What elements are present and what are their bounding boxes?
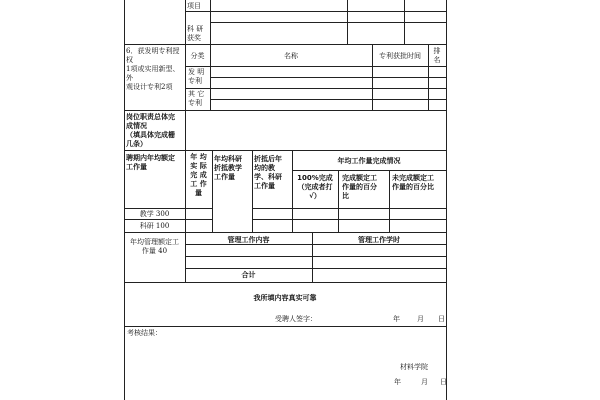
item-label: 项目 xyxy=(187,2,201,10)
result-year: 年 xyxy=(394,378,401,386)
grid-line xyxy=(210,22,446,23)
grid-line xyxy=(185,256,446,257)
workload-teaching-row: 教学 300 xyxy=(139,210,170,218)
workload-actual-header: 年 均 实 际 完 成 工 作 量 xyxy=(190,153,207,197)
grid-line xyxy=(124,150,446,151)
patent-col-name: 名称 xyxy=(284,52,298,60)
workload-pct-undone-header: 未完成额定工 作量的百分比 xyxy=(392,174,434,191)
management-hours-header: 管理工作学时 xyxy=(358,236,400,244)
grid-line xyxy=(185,11,446,12)
workload-after-convert-header: 折抵后年 均的教 学、科研 工作量 xyxy=(254,155,282,190)
workload-100pct-header: 100%完成 （完成者打 √） xyxy=(297,174,333,200)
grid-line xyxy=(124,326,446,327)
patent-heading: 6．获发明专利授权 1项或实用新型、外 观设计专利2项 xyxy=(126,47,180,91)
grid-line xyxy=(210,99,446,100)
grid-line xyxy=(212,150,213,232)
declaration-month: 月 xyxy=(417,315,424,323)
grid-line xyxy=(338,170,339,232)
declaration-statement: 我所填内容真实可靠 xyxy=(253,294,317,302)
management-content-header: 管理工作内容 xyxy=(227,236,270,244)
workload-research-converted-header: 年均科研 折抵教学 工作量 xyxy=(214,155,242,181)
declaration-day: 日 xyxy=(438,315,445,323)
grid-line xyxy=(185,66,446,67)
declaration-year: 年 xyxy=(393,315,400,323)
workload-completion-header: 年均工作量完成情况 xyxy=(337,157,401,165)
grid-line xyxy=(252,219,446,220)
grid-line xyxy=(124,110,446,111)
grid-line xyxy=(389,170,390,232)
workload-pct-done-header: 完成额定工 作量的百分 比 xyxy=(342,174,377,200)
grid-line xyxy=(124,44,446,45)
grid-line xyxy=(124,282,446,283)
grid-line xyxy=(185,110,186,150)
research-award-label: 科 研 获奖 xyxy=(187,25,204,42)
management-label: 年均管理额定工 作量 40 xyxy=(130,238,179,255)
grid-line xyxy=(292,170,446,171)
border-right xyxy=(446,0,447,400)
signature-label: 受聘人签字： xyxy=(275,315,317,323)
result-org: 材料学院 xyxy=(400,363,428,371)
patent-col-approval-time: 专利获批时间 xyxy=(379,52,421,60)
patent-row-other: 其 它 专利 xyxy=(188,90,205,107)
result-label: 考核结果： xyxy=(127,329,162,337)
workload-period-header: 聘期内年均额定 工作量 xyxy=(126,154,175,171)
workload-research-row: 科研 100 xyxy=(139,222,170,230)
result-month: 月 xyxy=(421,378,428,386)
grid-line xyxy=(210,77,446,78)
patent-col-rank: 排 名 xyxy=(433,47,441,64)
grid-line xyxy=(185,268,446,269)
grid-line xyxy=(124,219,212,220)
patent-row-invention: 发 明 专利 xyxy=(188,68,205,85)
grid-line xyxy=(252,208,446,209)
patent-col-category: 分类 xyxy=(190,52,205,60)
management-total-label: 合计 xyxy=(241,271,256,279)
border-left xyxy=(124,0,125,400)
grid-line xyxy=(124,232,446,233)
grid-line xyxy=(185,88,446,89)
overall-completion-heading: 岗位职责总体完 成情况 （填具体完成栅 几条） xyxy=(126,113,175,148)
grid-line xyxy=(185,0,186,44)
result-day: 日 xyxy=(440,378,447,386)
grid-line xyxy=(124,208,212,209)
